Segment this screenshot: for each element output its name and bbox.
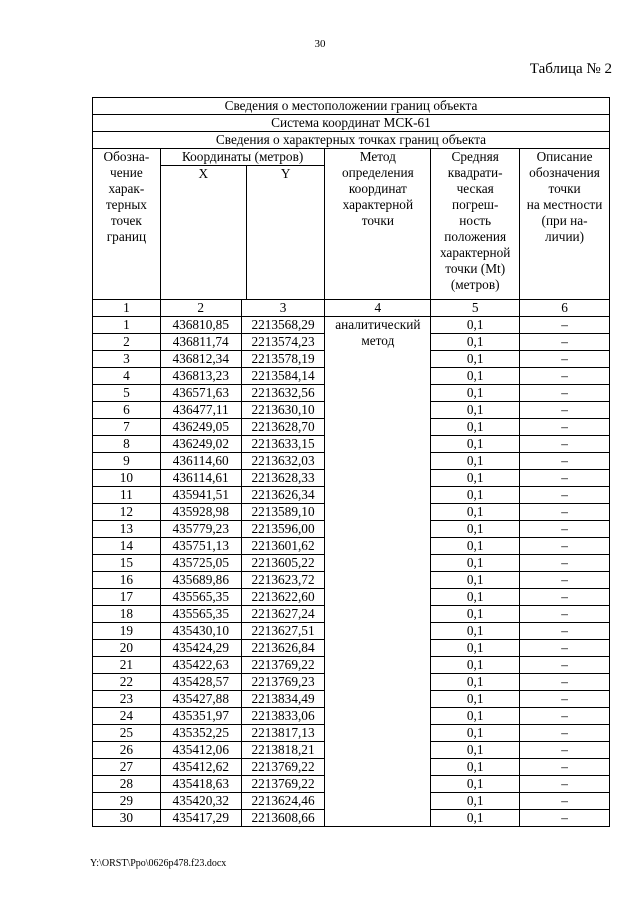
description: –: [520, 436, 610, 453]
coordinate-x: 436571,63: [160, 385, 241, 402]
coordinate-y: 2213622,60: [241, 589, 325, 606]
description: –: [520, 334, 610, 351]
coordinate-y: 2213623,72: [241, 572, 325, 589]
point-number: 16: [93, 572, 161, 589]
point-number: 25: [93, 725, 161, 742]
point-number: 15: [93, 555, 161, 572]
description: –: [520, 657, 610, 674]
coordinate-y: 2213834,49: [241, 691, 325, 708]
mean-error: 0,1: [431, 606, 520, 623]
point-number: 26: [93, 742, 161, 759]
mean-error: 0,1: [431, 419, 520, 436]
description: –: [520, 725, 610, 742]
coordinate-x: 436249,05: [160, 419, 241, 436]
coordinate-y: 2213628,70: [241, 419, 325, 436]
coordinate-y: 2213584,14: [241, 368, 325, 385]
mean-error: 0,1: [431, 402, 520, 419]
description: –: [520, 674, 610, 691]
header-description: Описание обозначения точки на местности (при на- личии): [520, 149, 610, 300]
coordinate-x: 435422,63: [160, 657, 241, 674]
file-path-footer: Y:\ORST\Ppo\0626p478.f23.docx: [90, 858, 227, 869]
description: –: [520, 453, 610, 470]
mean-error: 0,1: [431, 385, 520, 402]
coordinate-x: 436813,23: [160, 368, 241, 385]
table-label: Таблица № 2: [529, 61, 612, 77]
coordinate-y: 2213601,62: [241, 538, 325, 555]
coordinate-x: 435928,98: [160, 504, 241, 521]
description: –: [520, 368, 610, 385]
point-number: 6: [93, 402, 161, 419]
mean-error: 0,1: [431, 487, 520, 504]
point-number: 24: [93, 708, 161, 725]
coordinate-y: 2213630,10: [241, 402, 325, 419]
mean-error: 0,1: [431, 708, 520, 725]
coordinate-y: 2213769,23: [241, 674, 325, 691]
mean-error: 0,1: [431, 521, 520, 538]
header-point-designation: Обозна- чение харак- терных точек границ: [93, 149, 161, 300]
point-number: 19: [93, 623, 161, 640]
header-method: Метод определения координат характерной точки: [325, 149, 431, 300]
description: –: [520, 521, 610, 538]
point-number: 12: [93, 504, 161, 521]
coordinate-y: 2213818,21: [241, 742, 325, 759]
coordinate-y: 2213605,22: [241, 555, 325, 572]
mean-error: 0,1: [431, 470, 520, 487]
coordinate-x: 435565,35: [160, 589, 241, 606]
point-number: 28: [93, 776, 161, 793]
point-number: 8: [93, 436, 161, 453]
coordinate-y: 2213632,56: [241, 385, 325, 402]
description: –: [520, 623, 610, 640]
coordinate-x: 435751,13: [160, 538, 241, 555]
point-number: 20: [93, 640, 161, 657]
description: –: [520, 572, 610, 589]
mean-error: 0,1: [431, 436, 520, 453]
header-coordinates: [160, 149, 325, 300]
description: –: [520, 776, 610, 793]
coordinate-x: 435420,32: [160, 793, 241, 810]
mean-error: 0,1: [431, 538, 520, 555]
coordinate-y: 2213589,10: [241, 504, 325, 521]
header-y: Y: [280, 166, 291, 181]
coordinate-y: 2213833,06: [241, 708, 325, 725]
mean-error: 0,1: [431, 742, 520, 759]
description: –: [520, 759, 610, 776]
description: –: [520, 555, 610, 572]
point-number: 4: [93, 368, 161, 385]
point-number: 3: [93, 351, 161, 368]
coordinate-x: 436812,34: [160, 351, 241, 368]
description: –: [520, 793, 610, 810]
column-number: 6: [520, 300, 610, 317]
coordinate-x: 436249,02: [160, 436, 241, 453]
coordinate-y: 2213627,51: [241, 623, 325, 640]
mean-error: 0,1: [431, 759, 520, 776]
mean-error: 0,1: [431, 640, 520, 657]
point-number: 18: [93, 606, 161, 623]
description: –: [520, 742, 610, 759]
coordinate-y: 2213626,84: [241, 640, 325, 657]
coordinate-y: 2213578,19: [241, 351, 325, 368]
coordinate-y: 2213628,33: [241, 470, 325, 487]
point-number: 21: [93, 657, 161, 674]
coordinate-x: 435779,23: [160, 521, 241, 538]
point-number: 22: [93, 674, 161, 691]
coordinate-y: 2213608,66: [241, 810, 325, 827]
coordinate-y: 2213769,22: [241, 657, 325, 674]
coordinate-x: 435417,29: [160, 810, 241, 827]
mean-error: 0,1: [431, 453, 520, 470]
point-number: 11: [93, 487, 161, 504]
coordinate-x: 435430,10: [160, 623, 241, 640]
point-number: 1: [93, 317, 161, 334]
column-number: 3: [241, 300, 325, 317]
coordinate-x: 435427,88: [160, 691, 241, 708]
description: –: [520, 504, 610, 521]
mean-error: 0,1: [431, 674, 520, 691]
description: –: [520, 351, 610, 368]
description: –: [520, 538, 610, 555]
table-subtitle: Сведения о характерных точках границ объекта: [93, 132, 610, 149]
description: –: [520, 317, 610, 334]
description: –: [520, 640, 610, 657]
coordinate-y: 2213596,00: [241, 521, 325, 538]
mean-error: 0,1: [431, 691, 520, 708]
description: –: [520, 487, 610, 504]
point-number: 23: [93, 691, 161, 708]
method-cell: аналитический метод: [325, 317, 431, 827]
header-coordinates-title: Координаты (метров): [161, 149, 325, 166]
point-number: 13: [93, 521, 161, 538]
coordinate-x: 435689,86: [160, 572, 241, 589]
coordinate-x: 435941,51: [160, 487, 241, 504]
point-number: 10: [93, 470, 161, 487]
description: –: [520, 402, 610, 419]
description: –: [520, 419, 610, 436]
coordinate-x: 435412,06: [160, 742, 241, 759]
point-number: 2: [93, 334, 161, 351]
column-number: 1: [93, 300, 161, 317]
mean-error: 0,1: [431, 793, 520, 810]
point-number: 9: [93, 453, 161, 470]
description: –: [520, 385, 610, 402]
header-error: Средняя квадрати- ческая погреш- ность положения характерной точки (Mt) (метров): [431, 149, 520, 300]
coordinate-y: 2213627,24: [241, 606, 325, 623]
mean-error: 0,1: [431, 725, 520, 742]
mean-error: 0,1: [431, 317, 520, 334]
coordinate-x: 435351,97: [160, 708, 241, 725]
coordinate-x: 436114,61: [160, 470, 241, 487]
coordinate-x: 435565,35: [160, 606, 241, 623]
coordinate-x: 435412,62: [160, 759, 241, 776]
mean-error: 0,1: [431, 555, 520, 572]
description: –: [520, 810, 610, 827]
mean-error: 0,1: [431, 776, 520, 793]
column-number: 4: [325, 300, 431, 317]
coordinate-x: 436810,85: [160, 317, 241, 334]
coordinate-y: 2213626,34: [241, 487, 325, 504]
description: –: [520, 606, 610, 623]
mean-error: 0,1: [431, 657, 520, 674]
point-number: 30: [93, 810, 161, 827]
description: –: [520, 470, 610, 487]
coordinate-x: 436114,60: [160, 453, 241, 470]
coordinate-x: 435424,29: [160, 640, 241, 657]
coordinate-x: 435352,25: [160, 725, 241, 742]
mean-error: 0,1: [431, 504, 520, 521]
coordinates-table: [92, 97, 610, 827]
table-row: [93, 317, 610, 334]
coordinate-x: 436811,74: [160, 334, 241, 351]
point-number: 14: [93, 538, 161, 555]
coordinate-y: 2213769,22: [241, 776, 325, 793]
point-number: 5: [93, 385, 161, 402]
mean-error: 0,1: [431, 368, 520, 385]
column-number: 2: [160, 300, 241, 317]
mean-error: 0,1: [431, 572, 520, 589]
mean-error: 0,1: [431, 334, 520, 351]
description: –: [520, 589, 610, 606]
table-title: Сведения о местоположении границ объекта: [93, 98, 610, 115]
coordinate-y: 2213574,23: [241, 334, 325, 351]
coordinate-y: 2213817,13: [241, 725, 325, 742]
mean-error: 0,1: [431, 810, 520, 827]
coordinate-x: 435418,63: [160, 776, 241, 793]
coordinate-system: Система координат МСК-61: [93, 115, 610, 132]
page-number: 30: [314, 38, 326, 50]
coordinate-y: 2213568,29: [241, 317, 325, 334]
coordinate-x: 436477,11: [160, 402, 241, 419]
point-number: 17: [93, 589, 161, 606]
coordinate-x: 435428,57: [160, 674, 241, 691]
mean-error: 0,1: [431, 589, 520, 606]
header-x: X: [161, 166, 247, 300]
coordinate-y: 2213633,15: [241, 436, 325, 453]
description: –: [520, 708, 610, 725]
coordinate-y: 2213624,46: [241, 793, 325, 810]
mean-error: 0,1: [431, 623, 520, 640]
point-number: 27: [93, 759, 161, 776]
point-number: 7: [93, 419, 161, 436]
mean-error: 0,1: [431, 351, 520, 368]
coordinate-y: 2213769,22: [241, 759, 325, 776]
description: –: [520, 691, 610, 708]
column-number: 5: [431, 300, 520, 317]
point-number: 29: [93, 793, 161, 810]
coordinate-x: 435725,05: [160, 555, 241, 572]
coordinate-y: 2213632,03: [241, 453, 325, 470]
